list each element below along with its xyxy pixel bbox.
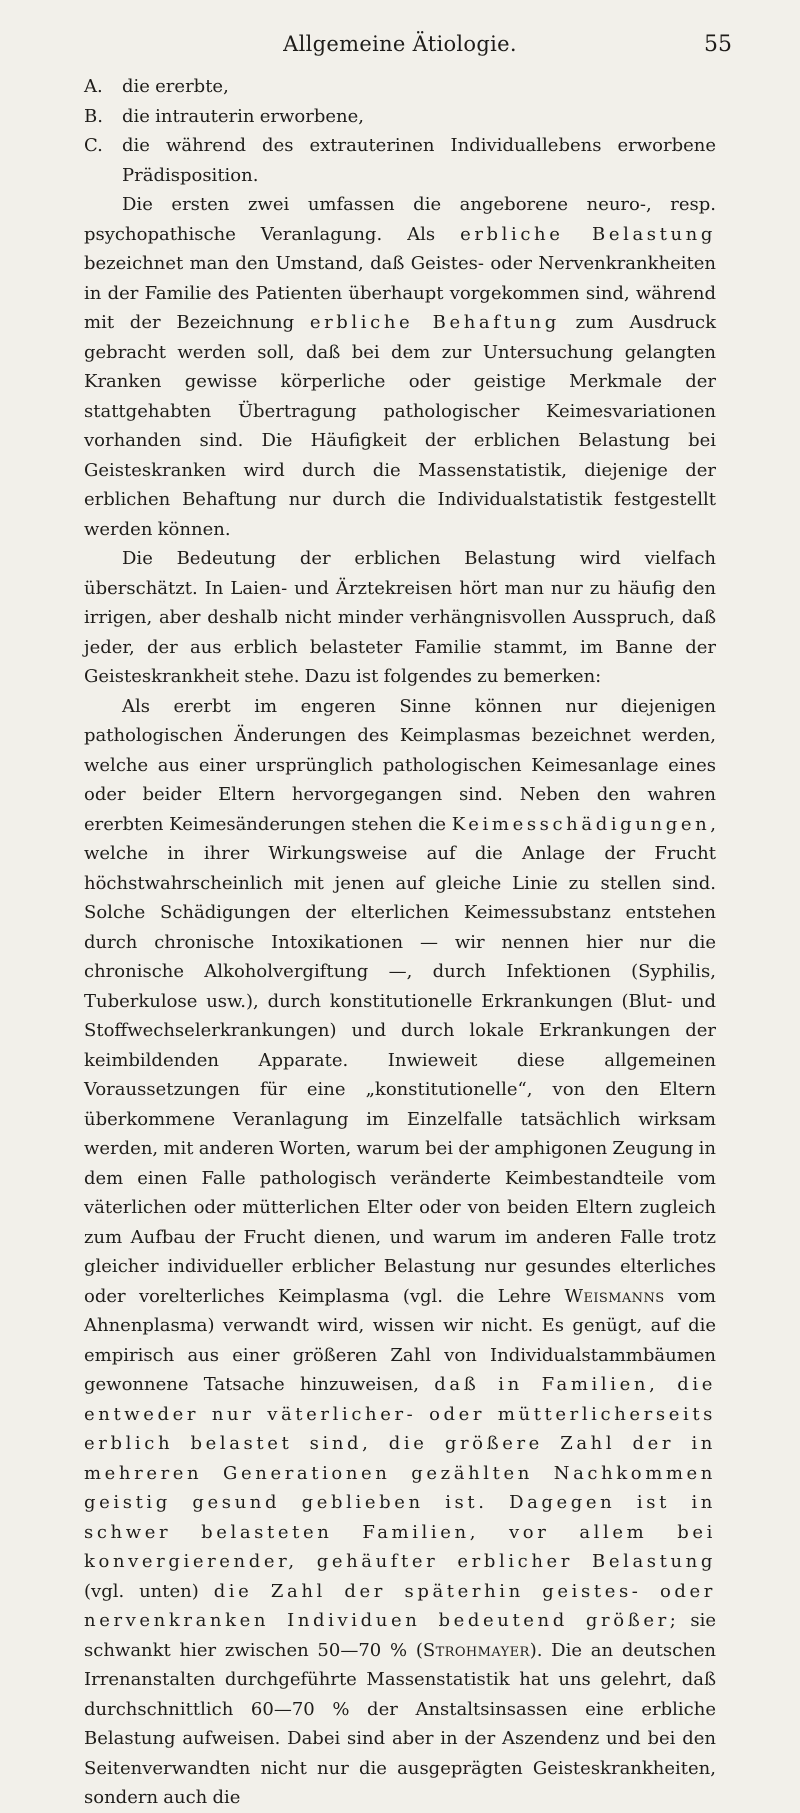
running-head: Allgemeine Ätiologie. (283, 32, 517, 56)
author-name: Strohmayer (422, 1639, 530, 1661)
page-number: 55 (704, 32, 732, 57)
emphasis-term: erbliche Belastung (460, 223, 716, 245)
enumeration (84, 72, 716, 190)
list-item (84, 102, 716, 132)
page-header (84, 32, 732, 72)
emphasis-term: Keimesschädigungen (451, 813, 711, 835)
text-run: ; sie schwankt hier zwischen 50—70 % ( (84, 1610, 716, 1661)
text-run: Als ererbt im engeren Sinne können nur diejenigen pathologischen Änderungen des Keimplasmas bezeichnet werden, welche aus einer ursprünglich pathologischen Keimesanlage eines oder beider Eltern hervorgegangen sind. Neben den wahren ererbten Keimesänderungen stehen die (84, 695, 716, 835)
list-label: A. (84, 76, 103, 97)
list-text: die intrauterin erworbene, (122, 105, 364, 127)
text-run: bezeichnet man den Umstand, daß Geistes- oder Nervenkrankheiten in der Familie des Patienten überhaupt vorgekommen sind, während mit der Bezeichnung (84, 253, 716, 333)
paragraph: Die Bedeutung der erblichen Belastung wird vielfach überschätzt. In Laien- und Ärztekreisen hört man nur zu häufig den irrigen, aber deshalb nicht minder verhängnisvollen Ausspruch, daß jeder, der aus erblich belasteter Familie stammt, im Banne der Geisteskrankheit stehe. Dazu ist folgendes zu bemerken: (84, 548, 716, 687)
text-run: vom Ahnenplasma) verwandt wird, wissen wir nicht. Es genügt, auf die empirisch aus einer größeren Zahl von Individualstammbäumen gewonnene Tatsache hinzuweisen, (84, 1285, 716, 1395)
text-run: Die ersten zwei umfassen die angeborene neuro-, resp. psychopathische Veranlagung. Als (84, 194, 716, 245)
list-item (84, 131, 716, 190)
list-text: die ererbte, (122, 76, 229, 97)
list-label: B. (84, 105, 103, 127)
emphasis-passage: die Zahl der späterhin geistes- oder nervenkranken Individuen bedeutend größer (84, 1580, 717, 1631)
body-text (84, 72, 716, 1813)
list-text: die während des extrauterinen Individuallebens erworbene Prädisposition. (122, 135, 716, 186)
paragraph (84, 190, 716, 544)
paragraph (84, 692, 716, 1813)
list-label: C. (84, 135, 103, 156)
list-item (84, 72, 716, 102)
text-run: (vgl. unten) (84, 1580, 214, 1602)
text-run: , welche in ihrer Wirkungsweise auf die Anlage der Frucht höchstwahrscheinlich mit jenen auf gleiche Linie zu stellen sind. Solche Schädigungen der elterlichen Keimessubstanz entstehen durch chronische Intoxikationen — wir nennen hier nur die chronische Alkoholvergiftung —, durch Infektionen (Syphilis, Tuberkulose usw.), durch konstitutionelle Erkrankungen (Blut- und Stoffwechselerkrankungen) und durch lokale Erkrankungen der keimbildenden Apparate. Inwieweit diese allgemeinen Voraussetzungen für eine „konstitutionelle“, von den Eltern überkommene Veranlagung im Einzelfalle tatsächlich wirksam werden, mit anderen Worten, warum bei der amphigonen Zeugung in dem einen Falle pathologisch veränderte Keimbestandteile vom väterlichen oder mütterlichen Elter oder von beiden Eltern zugleich zum Aufbau der Frucht dienen, und warum im anderen Falle trotz gleicher individueller erblicher Belastung nur gesundes elterliches oder vorelterliches Keimplasma (vgl. die Lehre (84, 813, 716, 1307)
author-name: Weismanns (564, 1285, 665, 1307)
text-run: ). Die an deutschen Irrenanstalten durchgeführte Massenstatistik hat uns gelehrt, daß durchschnittlich 60—70 % der Anstaltsinsassen eine erbliche Belastung aufweisen. Dabei sind aber in der Aszendenz und bei den Seitenverwandten nicht nur die ausgeprägten Geisteskrankheiten, sondern auch die (84, 1639, 716, 1808)
text-run: zum Ausdruck gebracht werden soll, daß bei dem zur Untersuchung gelangten Kranken gewisse körperliche oder geistige Merkmale der stattgehabten Übertragung pathologischer Keimesvariationen vorhanden sind. Die Häufigkeit der erblichen Belastung bei Geisteskranken wird durch die Massenstatistik, diejenige der erblichen Behaftung nur durch die Individualstatistik festgestellt werden können. (84, 312, 717, 540)
emphasis-passage: daß in Familien, die entweder nur väterlicher- oder mütterlicherseits erblich belastet sind, die größere Zahl der in mehreren Generationen gezählten Nachkommen geistig gesund geblieben ist. Dagegen ist in schwer belasteten Familien, vor allem bei konvergierender, gehäufter erblicher Belastung (84, 1374, 717, 1572)
emphasis-term: erbliche Behaftung (309, 312, 560, 333)
